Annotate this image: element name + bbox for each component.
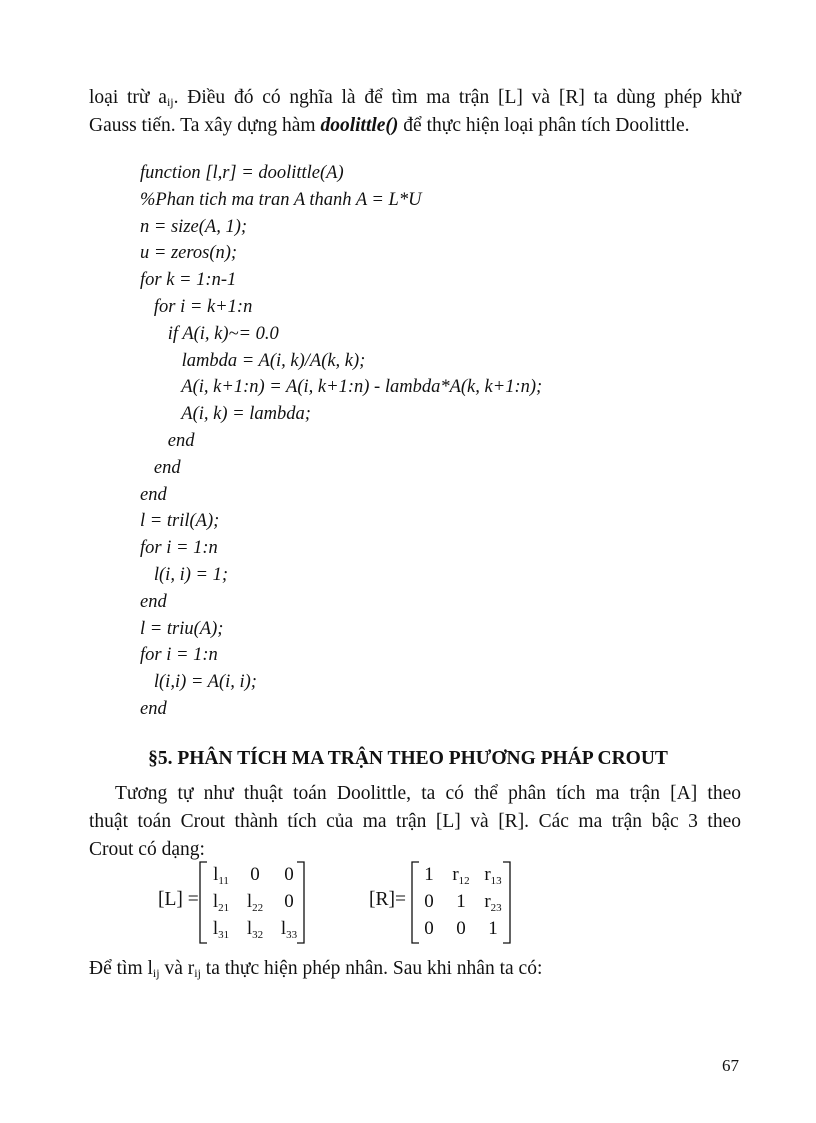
matrix-r-cell: 1 — [488, 918, 498, 939]
code-line: lambda = A(i, k)/A(k, k); — [140, 350, 366, 371]
section-heading: §5. PHÂN TÍCH MA TRẬN THEO PHƯƠNG PHÁP CROUT — [148, 748, 668, 769]
code-line: end — [140, 457, 181, 478]
code-line: l = triu(A); — [140, 618, 224, 639]
function-name: doolittle() — [320, 115, 399, 136]
matrix-l-cell: 0 — [284, 891, 294, 912]
code-line: n = size(A, 1); — [140, 216, 248, 237]
code-line: l(i, i) = 1; — [140, 564, 229, 585]
matrix-r-cell: 1 — [456, 891, 466, 912]
section-para-line-3: Crout có dạng: — [89, 839, 205, 860]
code-block — [140, 160, 542, 723]
section-para-line-1: Tương tự như thuật toán Doolittle, ta có thể phân tích ma trận [A] theo — [115, 783, 741, 804]
code-line: function [l,r] = doolittle(A) — [140, 163, 344, 183]
matrix-r-cell: 1 — [424, 864, 434, 885]
code-line: for i = k+1:n — [140, 296, 253, 317]
code-line: u = zeros(n); — [140, 243, 238, 264]
code-line: end — [140, 591, 167, 612]
code-line: end — [140, 698, 167, 719]
closing-line: Để tìm $l_{ij}$ và $r_{ij}$ ta thực hiện phép nhân. Sau khi nhân ta có: — [89, 958, 543, 980]
section-para-line-2: thuật toán Crout thành tích của ma trận [L] và [R]. Các ma trận bậc 3 theo — [89, 811, 741, 832]
page-number: 67 — [722, 1056, 739, 1075]
matrix-r-cell: 0 — [424, 918, 434, 939]
matrix-r-cell: $r_{13}$ — [484, 864, 502, 887]
code-line: for i = 1:n — [140, 645, 218, 666]
matrix-r-cell: 0 — [424, 891, 434, 912]
matrix-r-cell: $r_{12}$ — [452, 864, 470, 887]
matrix-r-cell: $r_{23}$ — [484, 891, 502, 914]
intro-line-2: Gauss tiến. Ta xây dựng hàm doolittle() để thực hiện loại phân tích Doolittle. — [89, 115, 690, 136]
matrix-r-cell: 0 — [456, 918, 466, 939]
matrix-l-cell: $l_{21}$ — [212, 891, 230, 914]
code-line: end — [140, 484, 167, 505]
code-line: %Phan tich ma tran A thanh A = L*U — [140, 189, 422, 210]
matrix-l-cell: $l_{22}$ — [246, 891, 264, 914]
code-line: if A(i, k)~= 0.0 — [140, 323, 279, 344]
matrix-l-cell: $l_{31}$ — [212, 918, 230, 941]
matrix-l-label: [L] = — [158, 889, 199, 910]
code-line: for i = 1:n — [140, 538, 218, 559]
matrix-l-cell: 0 — [250, 864, 260, 885]
code-line: A(i, k+1:n) = A(i, k+1:n) - lambda*A(k, k+1:n); — [140, 377, 543, 398]
matrix-l-cell: $l_{32}$ — [246, 918, 264, 941]
code-line: l(i,i) = A(i, i); — [140, 672, 257, 693]
code-line: for k = 1:n-1 — [140, 270, 237, 291]
matrix-l-cell: $l_{33}$ — [280, 918, 298, 941]
matrix-r-label: [R]= — [369, 889, 406, 910]
code-line: end — [140, 430, 195, 451]
code-line: A(i, k) = lambda; — [140, 404, 311, 425]
code-line: l = tril(A); — [140, 511, 220, 532]
intro-line-1: loại trừ $a_{ij}$. Điều đó có nghĩa là để tìm ma trận [L] và [R] ta dùng phép khử — [89, 87, 741, 109]
matrix-l-cell: $l_{11}$ — [213, 864, 229, 887]
matrix-l-cell: 0 — [284, 864, 294, 885]
